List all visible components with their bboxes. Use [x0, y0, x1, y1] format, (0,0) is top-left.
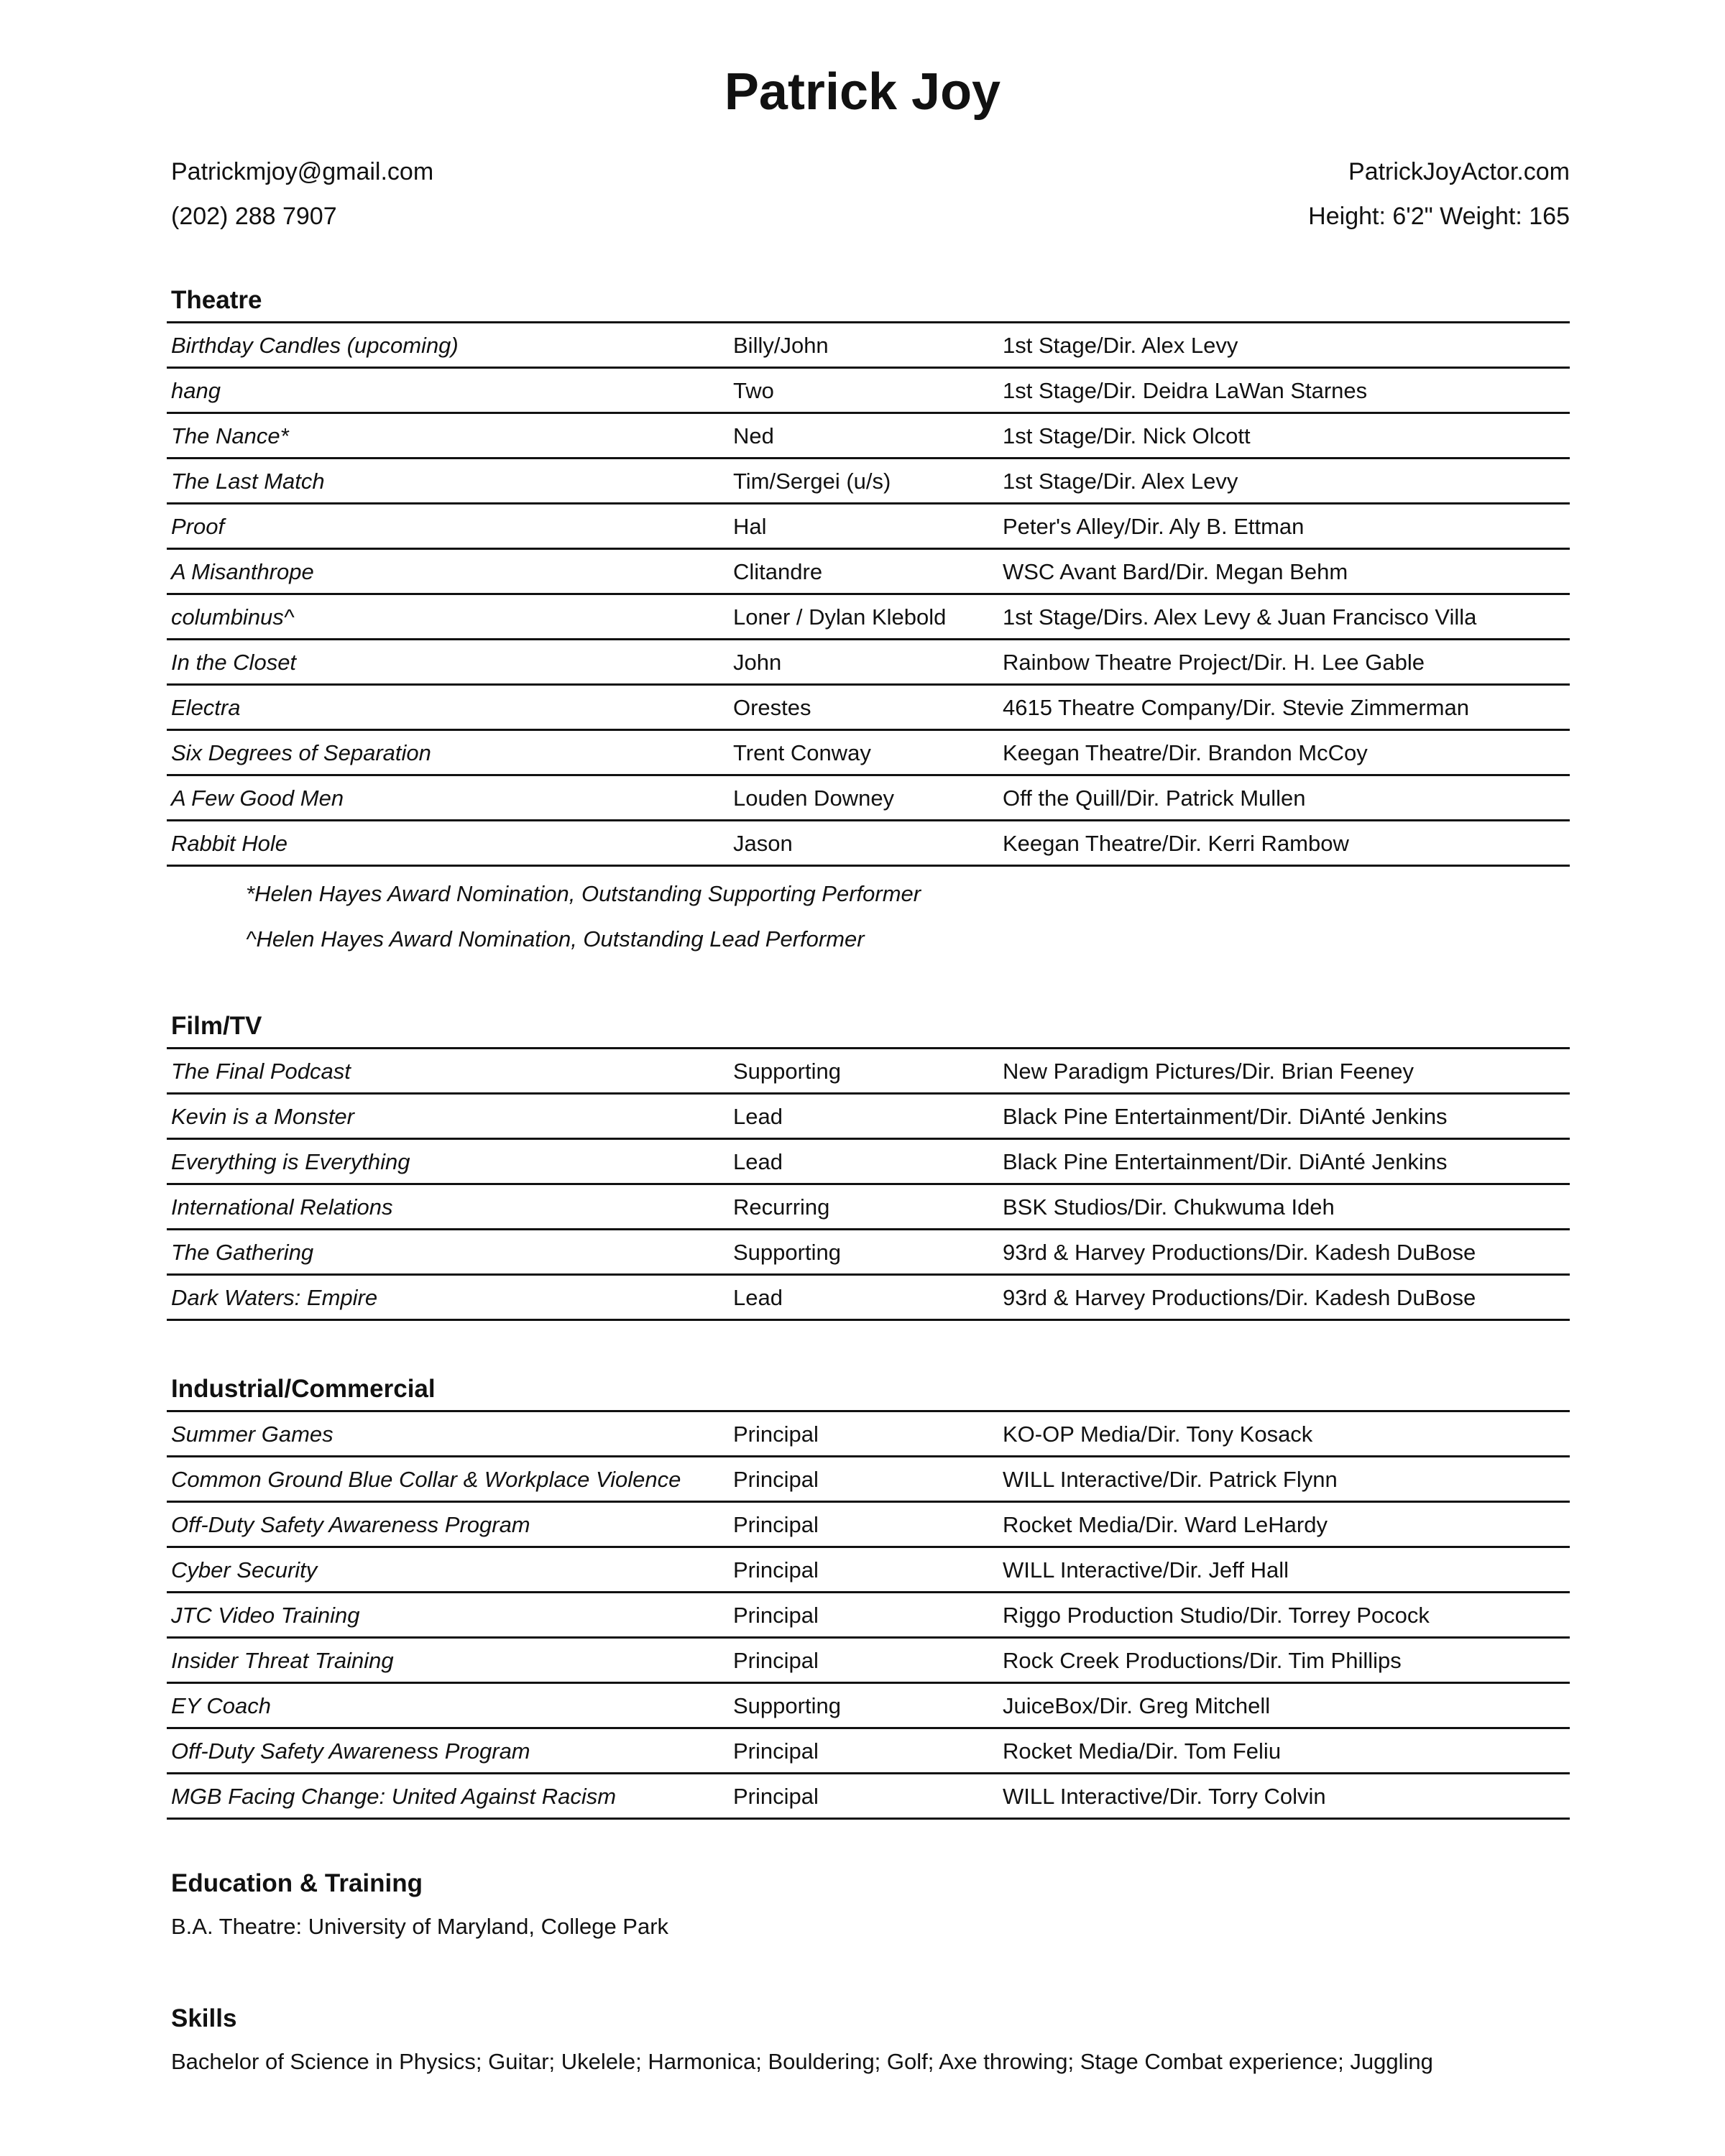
credit-row — [167, 1049, 1570, 1094]
credit-row — [167, 1275, 1570, 1320]
credit-company: 1st Stage/Dir. Deidra LaWan Starnes — [998, 368, 1570, 413]
credit-role: Principal — [729, 1411, 998, 1457]
credit-title: JTC Video Training — [167, 1593, 729, 1638]
theatre-section — [167, 287, 1570, 867]
credit-role: Principal — [729, 1457, 998, 1502]
email[interactable]: Patrickmjoy@gmail.com — [171, 158, 434, 185]
skills-section — [167, 2006, 1570, 2073]
credit-row — [167, 459, 1570, 504]
credit-role: Principal — [729, 1774, 998, 1819]
section-heading-skills: Skills — [171, 2004, 237, 2032]
credit-role: Tim/Sergei (u/s) — [729, 459, 998, 504]
credit-company: 1st Stage/Dirs. Alex Levy & Juan Francisco Villa — [998, 594, 1570, 640]
credit-role: Loner / Dylan Klebold — [729, 594, 998, 640]
credit-title: MGB Facing Change: United Against Racism — [167, 1774, 729, 1819]
industrial-section — [167, 1376, 1570, 1820]
skills-text: Bachelor of Science in Physics; Guitar; Ukelele; Harmonica; Bouldering; Golf; Axe throwing; Stage Combat experience; Juggling — [171, 2049, 1433, 2074]
credit-row — [167, 413, 1570, 459]
actor-name: Patrick Joy — [724, 63, 1001, 121]
credit-company: 1st Stage/Dir. Alex Levy — [998, 323, 1570, 368]
credit-row — [167, 775, 1570, 821]
credit-company: Rainbow Theatre Project/Dir. H. Lee Gable — [998, 640, 1570, 685]
credit-company: New Paradigm Pictures/Dir. Brian Feeney — [998, 1049, 1570, 1094]
credit-company: 93rd & Harvey Productions/Dir. Kadesh DuBose — [998, 1230, 1570, 1275]
section-heading-education: Education & Training — [171, 1869, 423, 1897]
credit-title: Off-Duty Safety Awareness Program — [167, 1728, 729, 1774]
credit-title: In the Closet — [167, 640, 729, 685]
credit-title: Everything is Everything — [167, 1139, 729, 1184]
credit-title: Birthday Candles (upcoming) — [167, 323, 729, 368]
credit-company: WILL Interactive/Dir. Patrick Flynn — [998, 1457, 1570, 1502]
award-note: ^Helen Hayes Award Nomination, Outstanding Lead Performer — [246, 926, 865, 952]
website[interactable]: PatrickJoyActor.com — [1348, 158, 1570, 185]
credit-role: Lead — [729, 1139, 998, 1184]
credit-company: Peter's Alley/Dir. Aly B. Ettman — [998, 504, 1570, 549]
credit-title: The Last Match — [167, 459, 729, 504]
credit-role: Recurring — [729, 1184, 998, 1230]
credit-company: Black Pine Entertainment/Dir. DiAnté Jenkins — [998, 1139, 1570, 1184]
credit-row — [167, 640, 1570, 685]
credit-role: Jason — [729, 821, 998, 866]
credit-row — [167, 323, 1570, 368]
credit-role: Lead — [729, 1275, 998, 1320]
credit-role: Orestes — [729, 685, 998, 730]
credit-company: WILL Interactive/Dir. Torry Colvin — [998, 1774, 1570, 1819]
credit-role: Principal — [729, 1728, 998, 1774]
award-note: *Helen Hayes Award Nomination, Outstanding Supporting Performer — [246, 881, 921, 906]
credit-role: Billy/John — [729, 323, 998, 368]
credit-role: Clitandre — [729, 549, 998, 594]
credit-role: Trent Conway — [729, 730, 998, 775]
section-heading-theatre: Theatre — [171, 286, 262, 314]
credit-title: Cyber Security — [167, 1547, 729, 1593]
credit-row — [167, 1230, 1570, 1275]
credit-company: Rocket Media/Dir. Ward LeHardy — [998, 1502, 1570, 1547]
education-section — [167, 1871, 1570, 1938]
credit-role: Principal — [729, 1502, 998, 1547]
credit-role: Two — [729, 368, 998, 413]
credit-company: Riggo Production Studio/Dir. Torrey Pocock — [998, 1593, 1570, 1638]
film-section — [167, 1013, 1570, 1321]
industrial-table — [167, 1410, 1570, 1820]
credit-row — [167, 1139, 1570, 1184]
credit-row — [167, 1774, 1570, 1819]
credit-title: The Nance* — [167, 413, 729, 459]
credit-row — [167, 1184, 1570, 1230]
credit-role: Supporting — [729, 1049, 998, 1094]
credit-company: WSC Avant Bard/Dir. Megan Behm — [998, 549, 1570, 594]
credit-title: The Final Podcast — [167, 1049, 729, 1094]
credit-company: Keegan Theatre/Dir. Kerri Rambow — [998, 821, 1570, 866]
credit-company: KO-OP Media/Dir. Tony Kosack — [998, 1411, 1570, 1457]
credit-role: Principal — [729, 1593, 998, 1638]
credit-title: EY Coach — [167, 1683, 729, 1728]
credit-company: WILL Interactive/Dir. Jeff Hall — [998, 1547, 1570, 1593]
credit-company: Rocket Media/Dir. Tom Feliu — [998, 1728, 1570, 1774]
credit-title: Rabbit Hole — [167, 821, 729, 866]
credit-row — [167, 504, 1570, 549]
credit-role: Hal — [729, 504, 998, 549]
credit-company: 1st Stage/Dir. Nick Olcott — [998, 413, 1570, 459]
credit-row — [167, 1593, 1570, 1638]
credit-role: Principal — [729, 1638, 998, 1683]
credit-row — [167, 1094, 1570, 1139]
credit-company: Rock Creek Productions/Dir. Tim Phillips — [998, 1638, 1570, 1683]
credit-role: Louden Downey — [729, 775, 998, 821]
credit-title: columbinus^ — [167, 594, 729, 640]
credit-company: BSK Studios/Dir. Chukwuma Ideh — [998, 1184, 1570, 1230]
credit-company: Keegan Theatre/Dir. Brandon McCoy — [998, 730, 1570, 775]
credit-role: Principal — [729, 1547, 998, 1593]
credit-role: Supporting — [729, 1683, 998, 1728]
section-heading-film: Film/TV — [171, 1012, 262, 1040]
credit-row — [167, 730, 1570, 775]
credit-role: Lead — [729, 1094, 998, 1139]
credit-row — [167, 368, 1570, 413]
credit-title: International Relations — [167, 1184, 729, 1230]
credit-row — [167, 594, 1570, 640]
credit-role: Ned — [729, 413, 998, 459]
credit-company: 93rd & Harvey Productions/Dir. Kadesh DuBose — [998, 1275, 1570, 1320]
award-notes — [246, 883, 921, 973]
credit-row — [167, 1728, 1570, 1774]
film-table — [167, 1047, 1570, 1321]
credit-title: Dark Waters: Empire — [167, 1275, 729, 1320]
credit-title: Six Degrees of Separation — [167, 730, 729, 775]
credit-company: 4615 Theatre Company/Dir. Stevie Zimmerman — [998, 685, 1570, 730]
credit-row — [167, 1457, 1570, 1502]
credit-title: The Gathering — [167, 1230, 729, 1275]
credit-title: A Few Good Men — [167, 775, 729, 821]
credit-row — [167, 549, 1570, 594]
credit-title: Summer Games — [167, 1411, 729, 1457]
theatre-table — [167, 321, 1570, 867]
credit-row — [167, 685, 1570, 730]
phone: (202) 288 7907 — [171, 203, 337, 230]
credit-title: A Misanthrope — [167, 549, 729, 594]
section-heading-industrial: Industrial/Commercial — [171, 1375, 436, 1403]
credit-role: John — [729, 640, 998, 685]
credit-title: Proof — [167, 504, 729, 549]
credit-row — [167, 821, 1570, 866]
credit-row — [167, 1411, 1570, 1457]
credit-title: Common Ground Blue Collar & Workplace Violence — [167, 1457, 729, 1502]
height-weight: Height: 6'2" Weight: 165 — [1308, 203, 1570, 230]
credit-company: Black Pine Entertainment/Dir. DiAnté Jenkins — [998, 1094, 1570, 1139]
credit-role: Supporting — [729, 1230, 998, 1275]
credit-company: Off the Quill/Dir. Patrick Mullen — [998, 775, 1570, 821]
education-text: B.A. Theatre: University of Maryland, College Park — [171, 1914, 669, 1939]
credit-row — [167, 1547, 1570, 1593]
credit-title: hang — [167, 368, 729, 413]
credit-company: JuiceBox/Dir. Greg Mitchell — [998, 1683, 1570, 1728]
credit-title: Insider Threat Training — [167, 1638, 729, 1683]
credit-title: Off-Duty Safety Awareness Program — [167, 1502, 729, 1547]
credit-title: Kevin is a Monster — [167, 1094, 729, 1139]
credit-row — [167, 1502, 1570, 1547]
credit-company: 1st Stage/Dir. Alex Levy — [998, 459, 1570, 504]
credit-row — [167, 1638, 1570, 1683]
credit-row — [167, 1683, 1570, 1728]
credit-title: Electra — [167, 685, 729, 730]
